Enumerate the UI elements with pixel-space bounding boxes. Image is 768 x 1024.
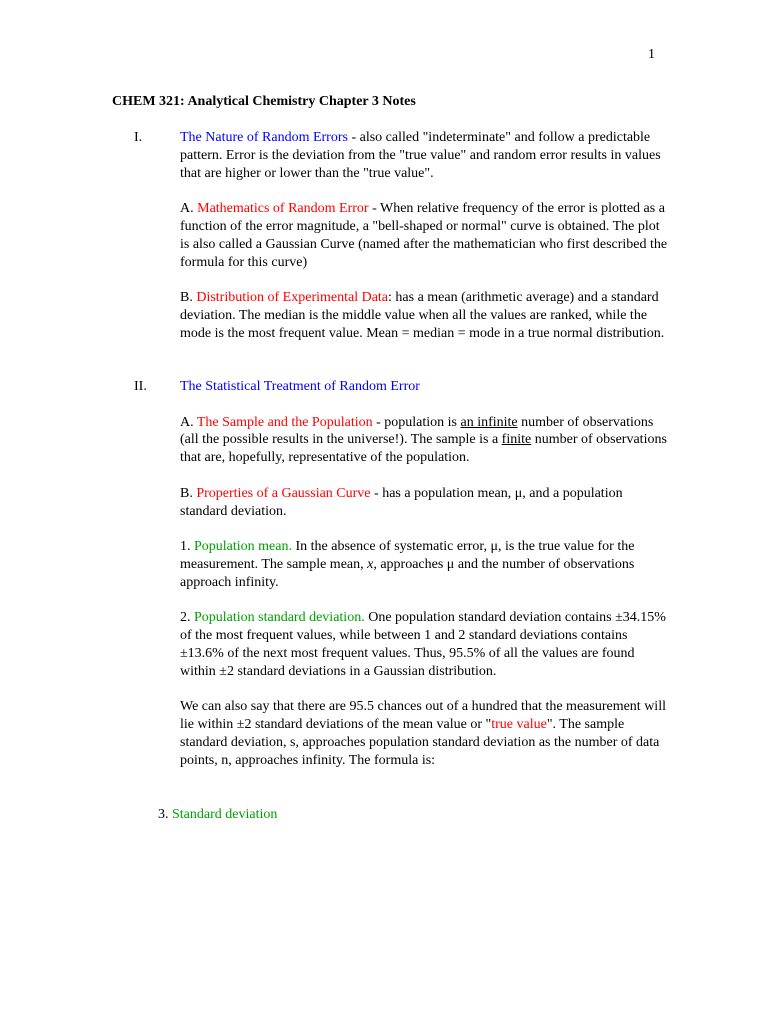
section-1-b-heading: Distribution of Experimental Data — [196, 290, 389, 306]
section-1-a-heading: Mathematics of Random Error — [197, 201, 369, 217]
point-2-heading: Population standard deviation. — [194, 610, 365, 626]
section-2-a-underline-1: an infinite — [460, 414, 518, 430]
section-1-text: - also called "indeterminate" and follow a predictable pattern. Error is the deviation from the "true value" and random error results in values that are higher or lower than the "true value". — [180, 130, 661, 181]
section-2-a-heading: The Sample and the Population — [196, 414, 373, 430]
section-2-point-2-continued — [180, 698, 672, 769]
section-2-a — [180, 414, 672, 467]
point-1-prefix: 1. — [180, 539, 194, 555]
point-1-text-2: , approaches μ and the number of observations approach infinity. — [180, 556, 635, 590]
section-2-a-underline-2: finite — [501, 432, 532, 448]
point-1-text-1: In the absence of systematic error, μ, is the true value for the measurement. The sample mean, — [180, 539, 635, 572]
section-1-a — [180, 200, 672, 271]
point-1-italic: x — [367, 556, 374, 572]
point-2-cont-red: true value — [491, 717, 547, 733]
section-2-a-prefix: A. — [180, 414, 197, 430]
section-2-b-heading: Properties of a Gaussian Curve — [196, 485, 371, 501]
section-2-b-text: - has a population mean, μ, and a population standard deviation. — [180, 485, 623, 519]
section-1-heading: The Nature of Random Errors — [180, 130, 348, 145]
point-1-heading: Population mean. — [194, 539, 292, 555]
section-2-heading: The Statistical Treatment of Random Error — [180, 379, 420, 394]
section-1-b-text: : has a mean (arithmetic average) and a standard deviation. The median is the middle value when all the values are ranked, while the mode is the most frequent value. Mean = median = mode in a true normal distribution. — [180, 290, 665, 341]
section-2-numeral: II. — [134, 379, 147, 394]
point-2-cont-text-2: ". The sample standard deviation, s, approaches population standard deviation as the number of data points, n, approaches infinity. The formula is: — [180, 717, 660, 768]
section-2-point-2 — [180, 609, 672, 680]
page-number: 1 — [648, 47, 655, 62]
section-1-body — [180, 129, 672, 343]
section-2-a-text-1: - population is — [372, 414, 461, 430]
item-3-heading: Standard deviation — [172, 807, 278, 822]
section-1-b-prefix: B. — [180, 290, 197, 306]
section-2-body — [180, 378, 672, 770]
section-2-b-prefix: B. — [180, 485, 197, 501]
section-2-b — [180, 485, 672, 521]
section-1-a-prefix: A. — [180, 201, 198, 217]
point-2-cont-text-1: We can also say that there are 95.5 chances out of a hundred that the measurement will lie within ±2 standard deviations of the mean value or " — [180, 699, 666, 733]
section-1 — [112, 129, 672, 343]
section-1-a-text: - When relative frequency of the error is plotted as a function of the error magnitude, a "bell-shaped or normal" curve is obtained. The plot is also called a Gaussian Curve (named after the mathematician who first described the formula for this curve) — [180, 201, 668, 270]
section-1-b — [180, 289, 672, 342]
section-1-numeral: I. — [134, 130, 143, 145]
item-3 — [158, 806, 277, 824]
point-2-prefix: 2. — [180, 610, 194, 626]
document-title: CHEM 321: Analytical Chemistry Chapter 3 Notes — [112, 94, 416, 109]
section-1-intro — [180, 129, 672, 182]
section-2-a-text-3: number of observations that are, hopefully, representative of the population. — [180, 432, 667, 466]
section-2-a-text-2: number of observations (all the possible results in the universe!). The sample is a — [180, 414, 654, 448]
section-2-point-1 — [180, 538, 672, 591]
section-2 — [112, 378, 672, 770]
point-2-text: One population standard deviation contains ±34.15% of the most frequent values, while between 1 and 2 standard deviations contains ±13.6% of the next most frequent values. Thus, 95.5% of all the values are found within ±2 standard deviations in a Gaussian distribution. — [180, 610, 666, 679]
item-3-prefix: 3. — [158, 807, 172, 822]
